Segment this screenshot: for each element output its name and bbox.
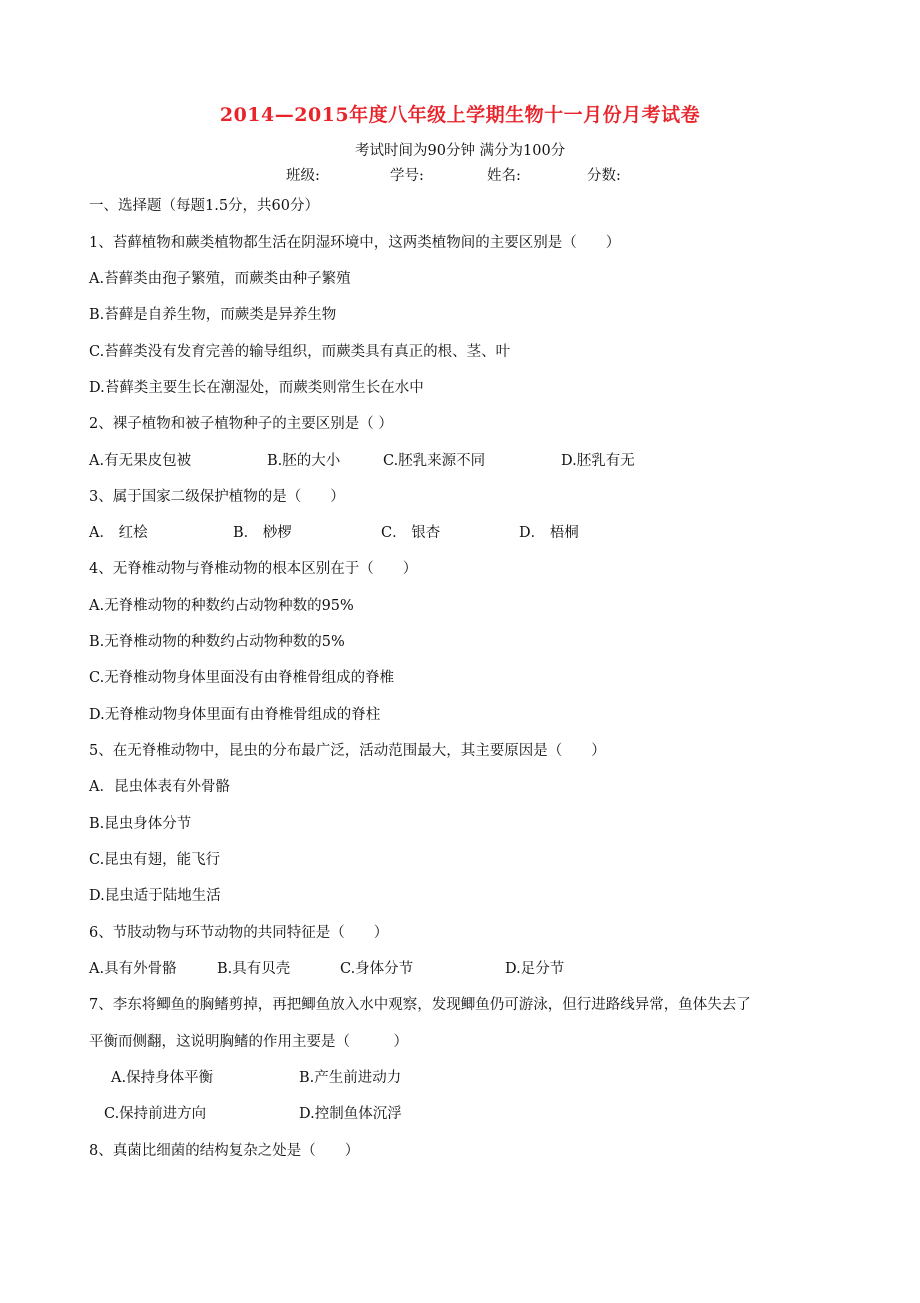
question-2-stem: 2、裸子植物和被子植物种子的主要区别是（ ）	[89, 416, 393, 432]
question-7-option-b: B.产生前进动力	[299, 1070, 402, 1086]
question-3-option-d: D． 梧桐	[519, 525, 579, 541]
question-5-option-c: C.昆虫有翅，能飞行	[89, 852, 221, 868]
section-heading: 一、选择题（每题1.5分，共60分）	[89, 198, 320, 214]
question-1-option-d: D.苔藓类主要生长在潮湿处，而蕨类则常生长在水中	[89, 380, 424, 396]
question-7-option-d: D.控制鱼体沉浮	[299, 1106, 402, 1122]
question-4-option-c: C.无脊椎动物身体里面没有由脊椎骨组成的脊椎	[89, 670, 395, 686]
question-6-option-b: B.具有贝壳	[217, 961, 291, 977]
question-3-option-a: A． 红桧	[89, 525, 148, 541]
class-label: 班级:	[286, 168, 320, 184]
question-5-option-a: A．昆虫体表有外骨骼	[89, 779, 230, 795]
question-1-option-a: A.苔藓类由孢子繁殖，而蕨类由种子繁殖	[89, 271, 351, 287]
question-1-option-b: B.苔藓是自养生物，而蕨类是异养生物	[89, 307, 337, 323]
question-4-option-b: B.无脊椎动物的种数约占动物种数的5%	[89, 634, 345, 650]
question-5-option-b: B.昆虫身体分节	[89, 816, 192, 832]
question-3-stem: 3、属于国家二级保护植物的是（ ）	[89, 489, 345, 505]
question-4-option-a: A.无脊椎动物的种数约占动物种数的95%	[89, 598, 354, 614]
question-2-option-c: C.胚乳来源不同	[383, 453, 486, 469]
question-8-stem: 8、真菌比细菌的结构复杂之处是（ ）	[89, 1143, 360, 1159]
question-7-option-c: C.保持前进方向	[104, 1106, 207, 1122]
question-4-option-d: D.无脊椎动物身体里面有由脊椎骨组成的脊柱	[89, 707, 381, 723]
question-3-option-c: C． 银杏	[381, 525, 441, 541]
score-label: 分数:	[587, 168, 621, 184]
name-label: 姓名:	[487, 168, 521, 184]
question-6-option-c: C.身体分节	[340, 961, 414, 977]
question-1-stem: 1、苔藓植物和蕨类植物都生活在阴湿环境中，这两类植物间的主要区别是（ ）	[89, 235, 621, 251]
exam-subtitle: 考试时间为90分钟 满分为100分	[355, 143, 566, 159]
exam-title: 2014—2015年度八年级上学期生物十一月份月考试卷	[219, 104, 701, 126]
question-5-option-d: D.昆虫适于陆地生活	[89, 888, 221, 904]
question-2-option-b: B.胚的大小	[267, 453, 341, 469]
question-5-stem: 5、在无脊椎动物中，昆虫的分布最广泛，活动范围最大，其主要原因是（ ）	[89, 743, 606, 759]
question-1-option-c: C.苔藓类没有发育完善的输导组织，而蕨类具有真正的根、茎、叶	[89, 344, 511, 360]
question-2-option-a: A.有无果皮包被	[89, 453, 192, 469]
student-id-label: 学号:	[390, 168, 424, 184]
question-7-stem-line-1: 7、李东将鲫鱼的胸鳍剪掉，再把鲫鱼放入水中观察，发现鲫鱼仍可游泳，但行进路线异常，鱼体失去了	[89, 997, 751, 1013]
question-6-stem: 6、节肢动物与环节动物的共同特征是（ ）	[89, 925, 389, 941]
question-6-option-d: D.足分节	[505, 961, 565, 977]
question-7-stem-line-2: 平衡而侧翻，这说明胸鳍的作用主要是（ ）	[89, 1034, 408, 1050]
question-4-stem: 4、无脊椎动物与脊椎动物的根本区别在于（ ）	[89, 561, 418, 577]
question-7-option-a: A.保持身体平衡	[111, 1070, 214, 1086]
question-3-option-b: B． 桫椤	[233, 525, 292, 541]
question-6-option-a: A.具有外骨骼	[89, 961, 177, 977]
question-2-option-d: D.胚乳有无	[561, 453, 635, 469]
